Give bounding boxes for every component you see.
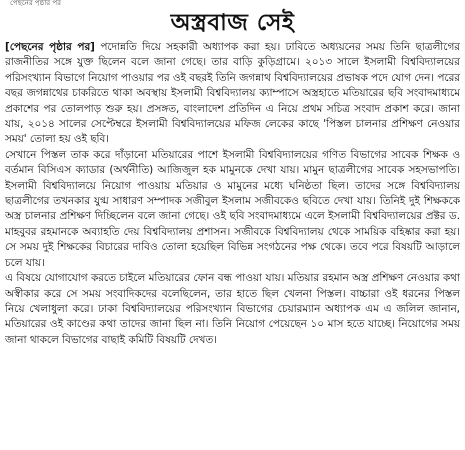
paragraph-text-1: পদোন্নতি দিয়ে সহকারী অধ্যাপক করা হয়। ঢাবিতে অধ্যয়নের সময় তিনি ছাত্রলীগের রাজনীতির সঙ্গে যুক্ত ছিলেন বলে জানা গেছে। তার বাড়ি কুড়িগ্রামে। ২০১৩ সালে ইসলামী বিশ্ববিদ্যালয়ের পরিসংখ্যান বিভাগে নিয়োগ পাওয়ার পর ওই বছরই তিনি জগন্নাথ বিশ্ববিদ্যালয়ের প্রভাষক পদে যোগ দেন। পরের বছর জগন্নাথের চাকরিতে থাকা অবস্থায় ইসলামী বিশ্ববিদ্যালয় ক্যাম্পাসে অস্ত্রহাতে মতিয়ারের ছবি সংবাদমাধ্যমে প্রকাশের পর তোলপাড় শুরু হয়। প্রসঙ্গত, বাংলাদেশ প্রতিদিন এ নিয়ে প্রথম সচিত্র সংবাদ প্রকাশ করে। জানা যায়, ২০১৪ সালের সেপ্টেম্বরে ইসলামী বিশ্ববিদ্যালয়ের মফিজ লেকের কাছে 'পিস্তল চালনার প্রশিক্ষণ নেওয়ার সময়' তোলা হয় ওই ছবি। (5, 41, 460, 146)
article-paragraph-3: এ বিষয়ে যোগাযোগ করতে চাইলে মতিয়ারের ফোন বন্ধ পাওয়া যায়। মতিয়ার রহমান অস্ত্র প্রশিক্ষণ নেওয়ার কথা অস্বীকার করে সে সময় সংবাদিকদের বলেছিলেন, তার হাতে ছিল খেলনা পিস্তল। বাচ্চারা ওই ধরনের পিস্তল নিয়ে খেলাধুলা করে। ঢাকা বিশ্ববিদ্যালয়ের পরিসংখ্যান বিভাগের চেয়ারম্যান অধ্যাপক এম এ জলিল জানান, মতিয়ারের ওই কাণ্ডের কথা তাদের জানা ছিল না। তিনি নিয়োগ পেয়েছেন ১০ মাস হতে যাচ্ছে। নিয়োগের সময় জানা থাকলে বিভাগের বাছাই কমিটি বিষয়টি দেখত। (5, 272, 460, 346)
article-headline: অস্ত্রবাজ সেই (170, 10, 295, 36)
continuation-label: [পেছনের পৃষ্ঠার পর] (5, 41, 95, 53)
previous-article-fragment: পেছনের পৃষ্ঠার পর (10, 0, 61, 6)
article-paragraph-1 (5, 40, 460, 148)
article-paragraph-2: সেখানে পিস্তল তাক করে দাঁড়ানো মতিয়ারের পাশে ইসলামী বিশ্ববিদ্যালয়ের গণিত বিভাগের সাবেক শিক্ষক ও বর্তমান বিসিএস ক্যাডার (অর্থনীতি) আজিজুল হক মামুনকে দেখা যায়। মামুন ছাত্রলীগের সাবেক সহসভাপতি। ইসলামী বিশ্ববিদ্যালয়ে নিয়োগ পাওয়ায় মতিয়ার ও মামুনের মধ্যে ঘনিষ্ঠতা ছিল। তাদের সঙ্গে বিশ্ববিদ্যালয় ছাত্রলীগের তখনকার যুগ্ম সাধারণ সম্পাদক সজীবুল ইসলাম সজীবকেও ছবিতে দেখা যায়। তিনিই দুই শিক্ষককে অস্ত্র চালনার প্রশিক্ষণ দিচ্ছিলেন বলে জানা গেছে। ওই ছবি সংবাদমাধ্যমে এলে ইসলামী বিশ্ববিদ্যালয়ের প্রক্টর ড. মাহবুবর রহমানকে অব্যাহতি দেয় বিশ্ববিদ্যালয় প্রশাসন। সজীবকে বিশ্ববিদ্যালয় থেকে সাময়িক বহিষ্কার করা হয়। সে সময় দুই শিক্ষকের বিচারের দাবিও তোলা হয়েছিল বিভিন্ন সংগঠনের পক্ষ থেকে। তবে পরে বিষয়টি আড়ালে চলে যায়। (5, 148, 460, 269)
article-body (5, 40, 460, 448)
